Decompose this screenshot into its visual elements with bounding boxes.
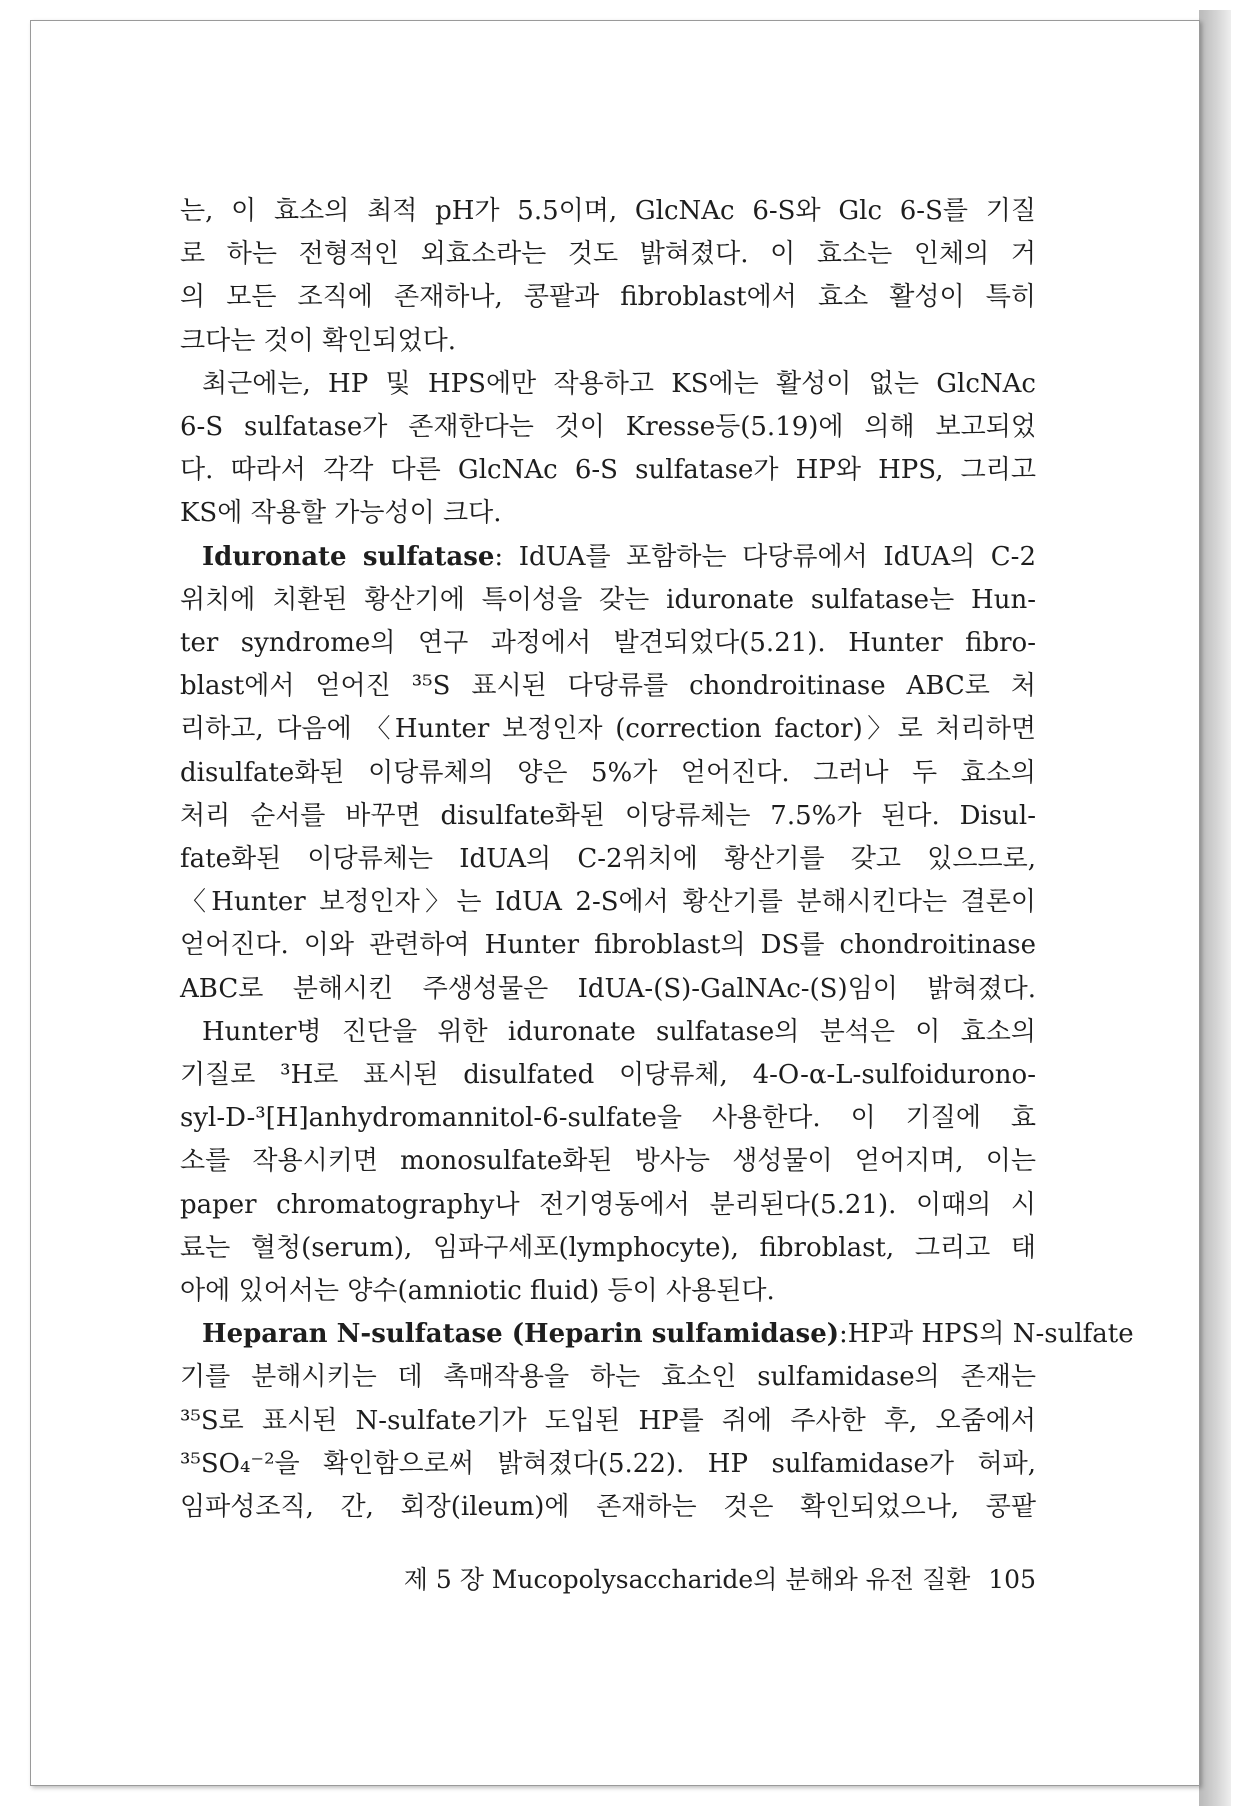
text-line: 처리 순서를 바꾸면 disulfate화된 이당류체는 7.5%가 된다. Disul- (180, 800, 1036, 831)
text-line: 얻어진다. 이와 관련하여 Hunter fibroblast의 DS를 chondroitinase (180, 930, 1036, 961)
section-heading-iduronate-sulfatase: Iduronate sulfatase (202, 541, 495, 572)
text-line: ter syndrome의 연구 과정에서 발견되었다(5.21). Hunter fibro- (180, 628, 1036, 659)
text-line: 리하고, 다음에 〈Hunter 보정인자 (correction factor)〉로 처리하면 (180, 714, 1036, 745)
text-line: 크다는 것이 확인되었다. (180, 325, 456, 356)
text-line: syl-D-³[H]anhydromannitol-6-sulfate을 사용한다. 이 기질에 효 (180, 1103, 1036, 1134)
text-line: 최근에는, HP 및 HPS에만 작용하고 KS에는 활성이 없는 GlcNAc (202, 368, 1036, 399)
text-line: 〈Hunter 보정인자〉는 IdUA 2-S에서 황산기를 분해시킨다는 결론이 (180, 887, 1036, 918)
text-line: Hunter병 진단을 위한 iduronate sulfatase의 분석은 이 효소의 (202, 1016, 1036, 1047)
paragraph-2 (180, 363, 1036, 536)
text-line: 기를 분해시키는 데 촉매작용을 하는 효소인 sulfamidase의 존재는 (180, 1362, 1036, 1393)
page-number: 105 (988, 1565, 1036, 1594)
text-line: fate화된 이당류체는 IdUA의 C-2위치에 황산기를 갖고 있으므로, (180, 844, 1036, 875)
text-line: 소를 작용시키면 monosulfate화된 방사능 생성물이 얻어지며, 이는 (180, 1146, 1036, 1177)
page-footer (180, 1560, 1036, 1596)
text-line: 임파성조직, 간, 회장(ileum)에 존재하는 것은 확인되었으나, 콩팥 (180, 1492, 1036, 1523)
text-line: 6-S sulfatase가 존재한다는 것이 Kresse등(5.19)에 의해 보고되었 (180, 412, 1036, 443)
text-line: ABC로 분해시킨 주생성물은 IdUA-(S)-GalNAc-(S)임이 밝혀졌다. (180, 973, 1036, 1004)
page-body (180, 190, 1134, 1529)
text-line: ³⁵SO₄⁻²을 확인함으로써 밝혀졌다(5.22). HP sulfamidase가 허파, (180, 1448, 1036, 1479)
paragraph-hunter-diagnosis (180, 1011, 1036, 1313)
text-line: 료는 혈청(serum), 임파구세포(lymphocyte), fibroblast, 그리고 태 (180, 1232, 1036, 1263)
paragraph-1 (180, 190, 1036, 363)
text-line: 아에 있어서는 양수(amniotic fluid) 등이 사용된다. (180, 1276, 775, 1307)
text-line: 는, 이 효소의 최적 pH가 5.5이며, GlcNAc 6-S와 Glc 6-S를 기질 (180, 196, 1036, 226)
paragraph-iduronate-sulfatase (180, 536, 1036, 1011)
text-line (180, 1313, 1134, 1356)
heading-line-rest: :HP과 HPS의 N-sulfate (839, 1319, 1134, 1350)
text-line: 위치에 치환된 황산기에 특이성을 갖는 iduronate sulfatase는 Hun- (180, 584, 1036, 615)
text-line: 다. 따라서 각각 다른 GlcNAc 6-S sulfatase가 HP와 HPS, 그리고 (180, 455, 1036, 486)
text-line: ³⁵S로 표시된 N-sulfate기가 도입된 HP를 쥐에 주사한 후, 오줌에서 (180, 1405, 1036, 1436)
text-line: 기질로 ³H로 표시된 disulfated 이당류체, 4-O-α-L-sulfoidurono- (180, 1060, 1036, 1091)
paragraph-heparan-n-sulfatase (180, 1313, 1134, 1529)
text-line: disulfate화된 이당류체의 양은 5%가 얻어진다. 그러나 두 효소의 (180, 757, 1036, 788)
heading-line-rest: : IdUA를 포함하는 다당류에서 IdUA의 C-2 (494, 541, 1036, 572)
text-line: 로 하는 전형적인 외효소라는 것도 밝혀졌다. 이 효소는 인체의 거 (180, 239, 1036, 270)
text-line: KS에 작용할 가능성이 크다. (180, 498, 502, 529)
text-line: 의 모든 조직에 존재하나, 콩팥과 fibroblast에서 효소 활성이 특히 (180, 282, 1036, 313)
text-line (180, 536, 1036, 579)
text-line: blast에서 얻어진 ³⁵S 표시된 다당류를 chondroitinase ABC로 처 (180, 671, 1036, 702)
section-heading-heparan-n-sulfatase: Heparan N-sulfatase (Heparin sulfamidase) (202, 1319, 840, 1350)
page-edge-shadow (1199, 10, 1231, 1806)
text-line: paper chromatography나 전기영동에서 분리된다(5.21). 이때의 시 (180, 1189, 1036, 1220)
chapter-title: 제 5 장 Mucopolysaccharide의 분해와 유전 질환 (403, 1565, 971, 1594)
